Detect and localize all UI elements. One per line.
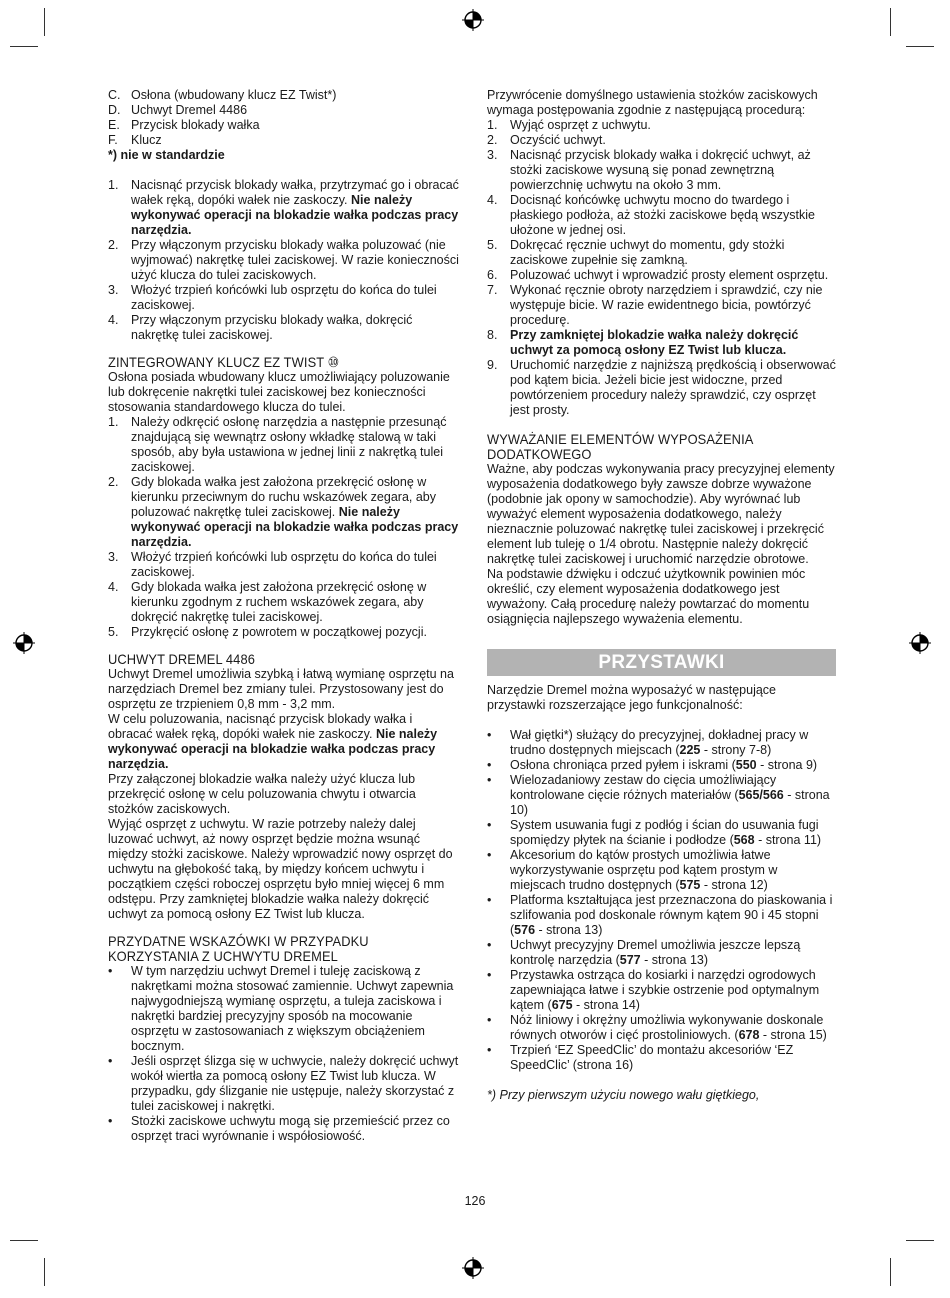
registration-mark-icon bbox=[13, 632, 35, 654]
list-item: 1. Należy odkręcić osłonę narzędzia a następnie przesunąć znajdującą się wewnątrz osłony wkładkę stalową w taki sposób, aby była ustawiona w jednej linii z nakrętką tulei zaciskowej. bbox=[108, 415, 447, 474]
page-number: 126 bbox=[464, 1194, 486, 1208]
list-item: • Wał giętki*) służący do precyzyjnej, dokładnej pracy w trudno dostępnych miejscach (225 - strony 7-8) bbox=[487, 728, 809, 757]
crop-mark bbox=[906, 1240, 934, 1241]
section-heading: PRZYDATNE WSKAZÓWKI W PRZYPADKU KORZYSTANIA Z UCHWYTU DREMEL bbox=[108, 933, 369, 964]
list-item: E. Przycisk blokady wałka bbox=[108, 118, 260, 132]
list-item: • Przystawka ostrząca do kosiarki i narzędzi ogrodowych zapewniająca łatwe i szybkie ostrzenie pod optymalnym kątem (675 - strona 14) bbox=[487, 968, 820, 1012]
list-item: 1. Nacisnąć przycisk blokady wałka, przytrzymać go i obracać wałek ręką, dopóki wałek nie zaskoczy. Nie należy wykonywać operacji na blokadzie wałka podczas pracy narzędzia. bbox=[108, 178, 459, 237]
steps-list bbox=[487, 118, 836, 418]
steps-list bbox=[108, 415, 460, 640]
list-item: 3. Włożyć trzpień końcówki lub osprzętu do końca do tulei zaciskowej. bbox=[108, 550, 437, 579]
registration-mark-icon bbox=[462, 9, 484, 31]
paragraph: Przy załączonej blokadzie wałka należy użyć klucza lub przekręcić osłonę w celu poluzowania chwytu i otwarcia stożków zaciskowych. bbox=[108, 772, 416, 816]
crop-mark bbox=[890, 1258, 891, 1286]
crop-mark bbox=[10, 46, 38, 47]
list-item: • Osłona chroniąca przed pyłem i iskrami (550 - strona 9) bbox=[487, 758, 818, 772]
list-item: 2. Oczyścić uchwyt. bbox=[487, 133, 606, 147]
list-item: • W tym narzędziu uchwyt Dremel i tuleję zaciskową z nakrętkami można stosować zamiennie. Uchwyt zapewnia najwygodniejszą wymianę osprzętu, a tuleja zaciskowa i nakrętki bardziej precyzyjny sposób na mocowanie osprzętu w zastosowaniach z większym obciążeniem bocznym. bbox=[108, 964, 454, 1053]
registration-mark-icon bbox=[462, 1257, 484, 1279]
paragraph: Na podstawie dźwięku i odczuć użytkownik powinien móc określić, czy element wyposażenia dodatkowego jest wyważony. Całą procedurę należy powtarzać do momentu osiągnięcia najlepszego wyważenia elementu. bbox=[487, 567, 810, 626]
list-item: 3. Włożyć trzpień końcówki lub osprzętu do końca do tulei zaciskowej. bbox=[108, 283, 437, 312]
list-item: 9. Uruchomić narzędzie z najniższą prędkością i obserwować pod kątem bicia. Jeżeli bicie jest widoczne, przed powtórzeniem procedury należy sprawdzić, czy osprzęt jest prosty. bbox=[487, 358, 836, 417]
list-item: • System usuwania fugi z podłóg i ścian do usuwania fugi spomiędzy płytek na ścianie i podłodze (568 - strona 11) bbox=[487, 818, 822, 847]
section-banner: PRZYSTAWKI bbox=[487, 649, 836, 676]
steps-list bbox=[108, 178, 460, 343]
list-item: • Platforma kształtująca jest przeznaczona do piaskowania i szlifowania pod doskonale równym kątem 90 i 45 stopni (576 - strona 13) bbox=[487, 893, 833, 937]
list-item: 2. Gdy blokada wałka jest założona przekręcić osłonę w kierunku przeciwnym do ruchu wskazówek zegara, aby poluzować nakrętkę tulei zaciskowej. Nie należy wykonywać operacji na blokadzie wałka podczas pracy narzędzia. bbox=[108, 475, 459, 549]
section-heading: UCHWYT DREMEL 4486 bbox=[108, 651, 255, 667]
parts-list bbox=[108, 88, 460, 163]
list-item: F. Klucz bbox=[108, 133, 162, 147]
list-item: 6. Poluzować uchwyt i wprowadzić prosty element osprzętu. bbox=[487, 268, 829, 282]
right-column bbox=[487, 88, 836, 1103]
paragraph: Narzędzie Dremel można wyposażyć w następujące przystawki rozszerzające jego funkcjonalność: bbox=[487, 683, 777, 712]
list-item: 5. Przykręcić osłonę z powrotem w początkowej pozycji. bbox=[108, 625, 427, 639]
list-item: 5. Dokręcać ręcznie uchwyt do momentu, gdy stożki zaciskowe zupełnie się zamkną. bbox=[487, 238, 785, 267]
section-heading: ZINTEGROWANY KLUCZ EZ TWIST ⑩ bbox=[108, 354, 340, 370]
crop-mark bbox=[906, 46, 934, 47]
list-item: • Stożki zaciskowe uchwytu mogą się przemieścić przez co osprzęt traci wyrównanie i współosiowość. bbox=[108, 1114, 450, 1143]
list-item: 8. Przy zamkniętej blokadzie wałka należy dokręcić uchwyt za pomocą osłony EZ Twist lub klucza. bbox=[487, 328, 799, 357]
list-item: • Akcesorium do kątów prostych umożliwia łatwe wykorzystywanie osprzętu pod kątem prostym w miejscach trudno dostępnych (575 - strona 12) bbox=[487, 848, 778, 892]
list-item: 2. Przy włączonym przycisku blokady wałka poluzować (nie wyjmować) nakrętkę tulei zaciskowej. W razie konieczności użyć klucza do tulei zaciskowych. bbox=[108, 238, 459, 282]
crop-mark bbox=[10, 1240, 38, 1241]
paragraph: Przywrócenie domyślnego ustawienia stożków zaciskowych wymaga postępowania zgodnie z następującą procedurą: bbox=[487, 88, 818, 117]
list-item: 4. Docisnąć końcówkę uchwytu mocno do twardego i płaskiego podłoża, aż stożki zaciskowe będą wszystkie ułożone w jednej osi. bbox=[487, 193, 816, 237]
list-item: 1. Wyjąć osprzęt z uchwytu. bbox=[487, 118, 651, 132]
footnote: *) Przy pierwszym użyciu nowego wału giętkiego, bbox=[487, 1088, 760, 1102]
list-item: C. Osłona (wbudowany klucz EZ Twist*) bbox=[108, 88, 337, 102]
list-item: 3. Nacisnąć przycisk blokady wałka i dokręcić uchwyt, aż stożki zaciskowe wysuną się ponad zewnętrzną powierzchnię uchwytu na około 3 mm. bbox=[487, 148, 811, 192]
list-item: • Wielozadaniowy zestaw do cięcia umożliwiający kontrolowane cięcie różnych materiałów (565/566 - strona 10) bbox=[487, 773, 830, 817]
list-item: D. Uchwyt Dremel 4486 bbox=[108, 103, 248, 117]
list-item: • Uchwyt precyzyjny Dremel umożliwia jeszcze lepszą kontrolę narzędzia (577 - strona 13) bbox=[487, 938, 801, 967]
bullet-list bbox=[108, 964, 460, 1144]
registration-mark-icon bbox=[909, 632, 931, 654]
crop-mark bbox=[44, 8, 45, 36]
paragraph: Osłona posiada wbudowany klucz umożliwiający poluzowanie lub dokręcenie nakrętki tulei zaciskowej bez konieczności stosowania standardowego klucza do tulei. bbox=[108, 370, 450, 414]
crop-mark bbox=[890, 8, 891, 36]
paragraph: W celu poluzowania, nacisnąć przycisk blokady wałka i obracać wałek ręką, dopóki wałek nie zaskoczy. Nie należy wykonywać operacji na blokadzie wałka podczas pracy narzędzia. bbox=[108, 712, 438, 771]
paragraph: Uchwyt Dremel umożliwia szybką i łatwą wymianę osprzętu na narzędziach Dremel bez zmiany tulei. Przystosowany jest do osprzętu ze trzpieniem 0,8 mm - 3,2 mm. bbox=[108, 667, 454, 711]
list-item: • Jeśli osprzęt ślizga się w uchwycie, należy dokręcić uchwyt wokół wiertła za pomocą osłony EZ Twist lub klucza. W przypadku, gdy ślizganie nie ustępuje, należy skorzystać z tulei zaciskowej i nakrętki. bbox=[108, 1054, 459, 1113]
paragraph: Wyjąć osprzęt z uchwytu. W razie potrzeby należy dalej luzować uchwyt, aż nowy osprzęt będzie można wsunąć między stożki zaciskowe. Należy wprowadzić nowy osprzęt do uchwytu na głębokość taką, by między końcem uchwytu i początkiem części roboczej osprzętu było mniej więcej 6 mm odstępu. Przy zamkniętej blokadzie wałka należy dokręcić uchwyt za pomocą osłony EZ Twist lub klucza. bbox=[108, 817, 453, 921]
list-item: 4. Gdy blokada wałka jest założona przekręcić osłonę w kierunku zgodnym z ruchem wskazówek zegara, aby dokręcić nakrętkę tulei zaciskowej. bbox=[108, 580, 427, 624]
crop-mark bbox=[44, 1258, 45, 1286]
section-heading: WYWAŻANIE ELEMENTÓW WYPOSAŻENIA DODATKOWEGO bbox=[487, 431, 754, 462]
list-item: 7. Wykonać ręcznie obroty narzędziem i sprawdzić, czy nie występuje bicie. W razie ewidentnego bicia, powtórzyć procedurę. bbox=[487, 283, 823, 327]
list-item: 4. Przy włączonym przycisku blokady wałka, dokręcić nakrętkę tulei zaciskowej. bbox=[108, 313, 413, 342]
list-item: • Trzpień ‘EZ SpeedClic’ do montażu akcesoriów ‘EZ SpeedClic’ (strona 16) bbox=[487, 1043, 794, 1072]
left-column bbox=[108, 88, 460, 1144]
list-item: • Nóż liniowy i okrężny umożliwia wykonywanie doskonale równych otworów i cięć prostoliniowych. (678 - strona 15) bbox=[487, 1013, 827, 1042]
bullet-list bbox=[487, 728, 836, 1073]
not-standard-note: *) nie w standardzie bbox=[108, 148, 225, 162]
paragraph: Ważne, aby podczas wykonywania pracy precyzyjnej elementy wyposażenia dodatkowego były zawsze dobrze wyważone (podobnie jak opony w samochodzie). Aby wyrównać lub wyważyć element wyposażenia dodatkowego, należy nieznacznie poluzować nakrętkę tulei zaciskowej i przekręcić element lub tuleję o 1/4 obrotu. Następnie należy dokręcić nakrętkę tulei zaciskowej i uruchomić narzędzie obrotowe. bbox=[487, 462, 835, 566]
